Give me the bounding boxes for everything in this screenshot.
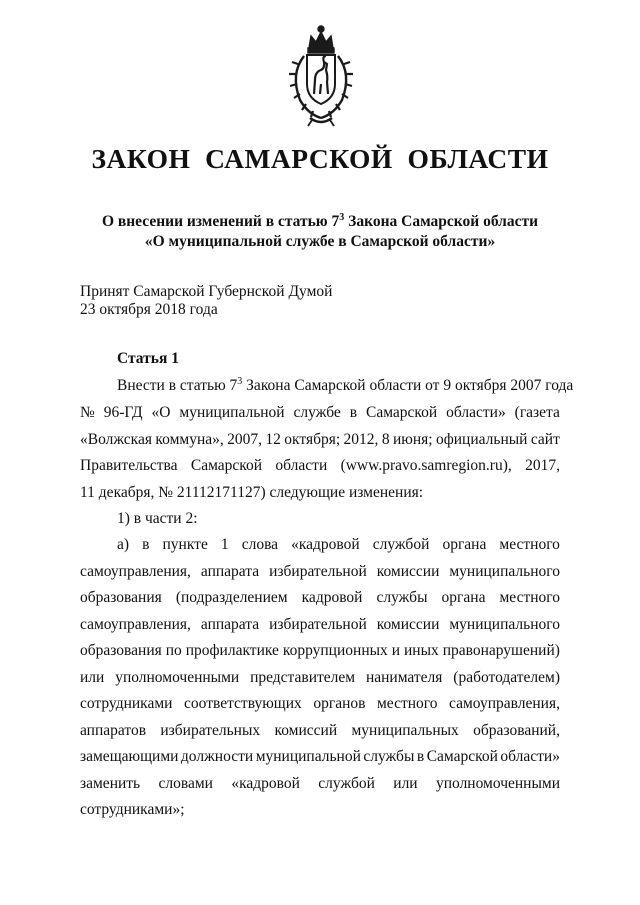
subtitle-text-cont: Закона Самарской области bbox=[344, 213, 539, 231]
item-a-line-6: или уполномоченными представителем нанимателя (работодателем) bbox=[80, 668, 560, 686]
item-a-line-5: образования по профилактике коррупционных и иных правонарушений) bbox=[80, 642, 560, 659]
article-intro-line-4: 11 декабря, № 21112171127) следующие изменения: bbox=[80, 483, 424, 501]
adoption-date: 23 октября 2018 года bbox=[80, 301, 218, 318]
law-title: ЗАКОН САМАРСКОЙ ОБЛАСТИ bbox=[91, 143, 549, 174]
law-subtitle-line-1 bbox=[0, 212, 640, 231]
subtitle-superscript: 3 bbox=[339, 212, 345, 223]
subtitle-text: О внесении изменений в статью 7 bbox=[101, 213, 340, 231]
article-intro-line-2: «Волжская коммуна», 2007, 12 октября; 2012, 8 июня; официальный сайт bbox=[80, 430, 560, 448]
article-intro-line-1 bbox=[117, 375, 574, 395]
item-a-line-4: самоуправления, аппарата избирательной комиссии муниципального bbox=[80, 615, 560, 633]
law-subtitle-line-2: «О муниципальной службе в Самарской области» bbox=[144, 233, 496, 250]
item-1-label: 1) в части 2: bbox=[117, 510, 198, 527]
item-a-line-2: самоуправления, аппарата избирательной комиссии муниципального bbox=[80, 562, 560, 580]
samara-coat-of-arms-icon bbox=[284, 22, 358, 128]
item-a-line-7: сотрудниками соответствующих органов местного самоуправления, bbox=[80, 695, 560, 712]
item-a-line-9: замещающими должности муниципальной службы в Самарской области» bbox=[80, 748, 560, 765]
item-a-line-10: заменить словами «кадровой службой или уполномоченными bbox=[80, 774, 560, 792]
item-a-line-1: а) в пункте 1 слова «кадровой службой органа местного bbox=[117, 536, 560, 553]
coat-of-arms-emblem bbox=[284, 22, 358, 128]
item-a-line-8: аппаратов избирательных комиссий муниципальных образований, bbox=[80, 721, 560, 739]
intro-superscript: 3 bbox=[237, 375, 243, 387]
adoption-line-1: Принят Самарской Губернской Думой bbox=[80, 283, 333, 300]
item-a-line-11: сотрудниками»; bbox=[80, 801, 185, 818]
intro-word bbox=[117, 377, 573, 395]
item-a-line-3: образования (подразделением кадровой службы органа местного bbox=[80, 589, 560, 606]
intro-text: Внести в статью 7 bbox=[117, 377, 238, 394]
article-intro-line-1: № 96-ГД «О муниципальной службе в Самарской области» (газета bbox=[80, 404, 560, 421]
article-heading: Статья 1 bbox=[117, 350, 179, 367]
intro-text-cont: Закона Самарской области от 9 октября 2007 года bbox=[242, 377, 574, 394]
article-intro-line-3: Правительства Самарской области (www.pravo.samregion.ru), 2017, bbox=[80, 457, 560, 474]
